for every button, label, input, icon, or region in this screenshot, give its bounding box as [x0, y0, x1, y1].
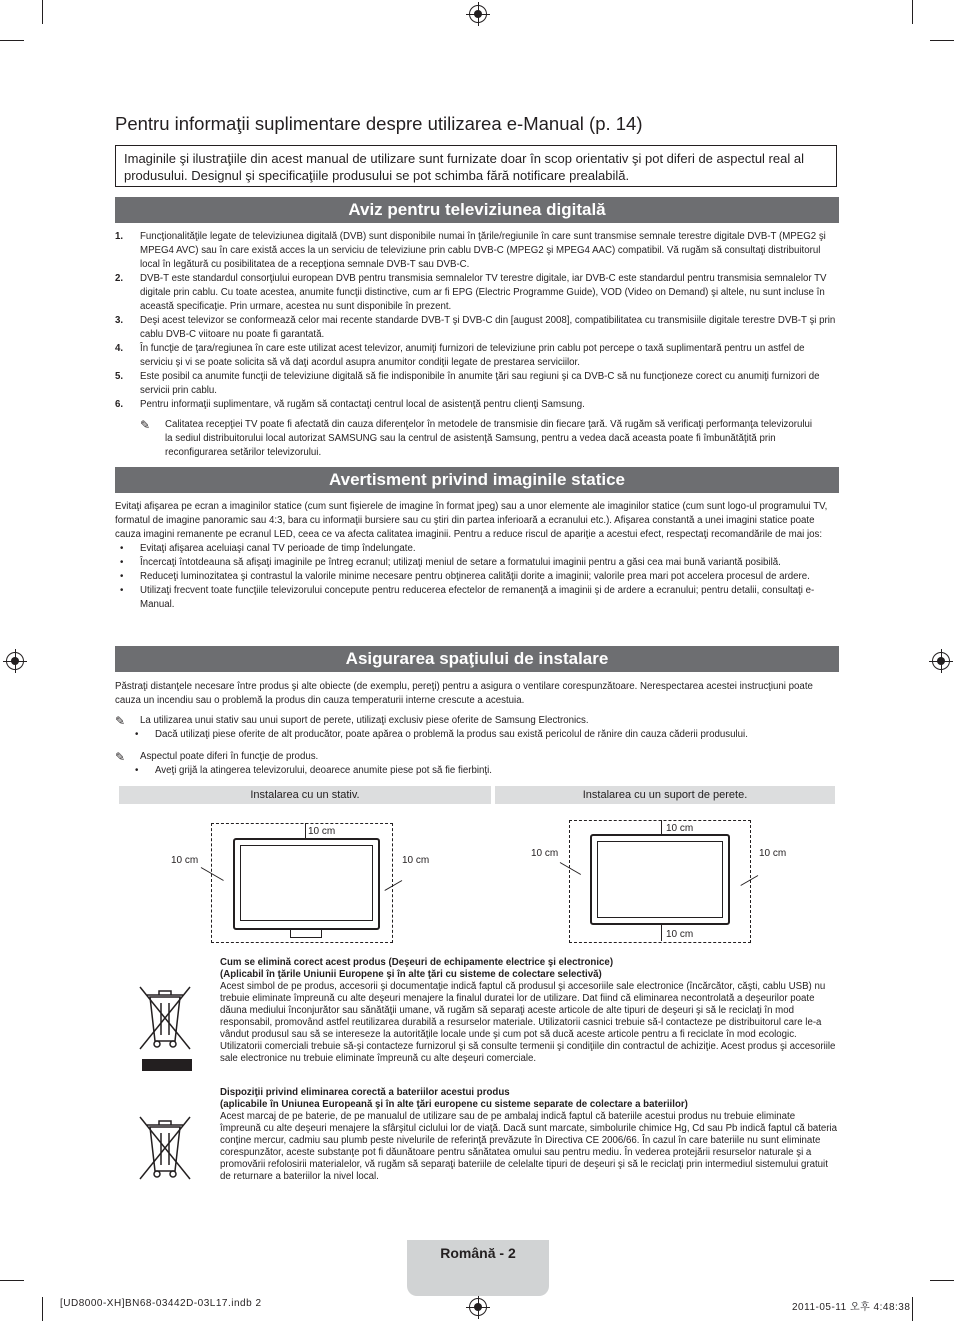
weee-bin-icon: [137, 983, 193, 1055]
registration-mark-icon: [932, 652, 950, 670]
section-heading-install: Asigurarea spaţiului de instalare: [115, 646, 839, 672]
tv-outline: [590, 834, 730, 925]
static-warning-body: Evitaţi afişarea pe ecran a imaginilor statice (cum sunt fişierele de imagine în format jpeg) sau a unor elemente ale imaginilor statice (cum sunt logo-ul programului TV, formatul de imagine panoramic sau 4:3, bara cu informaţii bursiere sau cu ştiri din partea inferioară a ecranului etc.). Afişarea constantă a unei imagini statice poate cauza imagini remanente pe ecranul LED, ceea ce va afecta calitatea imaginii. Pentru a reduce riscul de apariţie a acestui efect, respectaţi recomandările de mai jos: • Evitaţi afişarea aceluiaşi canal TV perioade de timp îndelungate. • Încercaţi întotdeauna să afişaţi imaginile pe întreg ecranul; utilizaţi meniul de setare a formatului imaginii pentru a găsi cea mai bună variantă posibilă. • Reduceţi luminozitatea şi contrastul la valorile minime necesare pentru obţinerea calităţii dorite a imaginii; valorile prea mari pot accelera procesul de ardere. • Utilizaţi frecvent toate funcţiile televizorului concepute pentru reducerea efectelor de remanenţă a imaginii şi de ardere a ecranului; pentru detalii, consultaţi e-Manual.: [115, 500, 837, 612]
memo-pencil-icon: ✎: [140, 418, 151, 432]
battery-bin-icon: [137, 1113, 193, 1185]
clearance-top-label: 10 cm: [308, 826, 336, 837]
crop-mark: [0, 40, 24, 41]
clearance-left-label: 10 cm: [531, 848, 559, 859]
memo-pencil-icon: ✎: [115, 714, 126, 728]
tv-outline: [233, 838, 380, 930]
digital-memo: ✎ Calitatea recepţiei TV poate fi afectată din cauza diferenţelor în metodele de transmisie din fiecare ţară. Vă rugăm să verificaţi performanţa televizorului la sediul distribuitorului local autorizat SAMSUNG sau la centrul de asistenţă Samsung, pentru a vedea dacă aceasta poate fi îmbunătăţită prin reconfigurarea setărilor televizorului.: [140, 418, 813, 458]
page-title: Pentru informaţii suplimentare despre utilizarea e-Manual (p. 14): [115, 113, 643, 134]
weee-disposal-block: Cum se elimină corect acest produs (Deşeuri de echipamente electrice şi electronice) (Aplicabil în ţările Uniunii Europene şi în alte ţări cu sisteme de colectare selectivă) Acest simbol de pe produs, accesorii şi documentaţie indică faptul că produsul şi accesoriile sale electronice (încărcător, căşti, cablu USB) nu trebuie eliminate împreună cu alte deşeuri menajere la finalul duratei lor de utilizare. Dat fiind că eliminarea necontrolată a deşeurilor poate dăuna mediului înconjurător sau sănătăţii umane, vă rugăm să separaţi aceste articole de alte tipuri de deşeuri şi să le reciclaţi în mod responsabil, promovând astfel reutilizarea durabilă a resurselor materiale. Utilizatorii casnici trebuie să-l contacteze pe distribuitorul care le-a vândut produsul sau să se intereseze la autorităţile locale unde şi cum pot să ducă aceste articole pentru a fi reciclate în mod ecologic. Utilizatorii comerciali trebuie să-şi contacteze furnizorul şi să consulte termenii şi condiţiile din contractul de achiziţie. Acest produs şi accesoriile sale electronice nu trebuie eliminate împreună cu alte deşeuri comerciale.: [220, 957, 836, 1064]
install-memo-1: ✎ La utilizarea unui stativ sau unui suport de perete, utilizaţi exclusiv piese oferite de Samsung Electronics. • Dacă utilizaţi piese oferite de alt producător, poate apărea o problemă la produs sau există pericolul de rănire din cauza căderii produsului.: [115, 714, 837, 742]
section-heading-static: Avertisment privind imaginile statice: [115, 467, 839, 493]
page-number: Română - 2: [440, 1245, 516, 1261]
list-item: 3. Deşi acest televizor se conformează celor mai recente standarde DVB-T şi DVB-C din [august 2008], compatibilitatea cu transmisiile digitale terestre DVB-T şi prin cablu DVB-C viitoare nu poate fi garantată.: [115, 315, 836, 340]
list-item: 5. Este posibil ca anumite funcţii de televiziune digitală să fie indisponibile în anumite ţări sau regiuni şi ca DVB-C să nu funcţioneze corect cu anumiţi furnizori de servicii prin cablu.: [115, 371, 820, 396]
clearance-top-label: 10 cm: [666, 823, 694, 834]
crop-mark: [42, 1297, 43, 1321]
list-item: • Încercaţi întotdeauna să afişaţi imaginile pe întreg ecranul; utilizaţi meniul de setare a formatului imaginii pentru a găsi cea mai bună variantă posibilă.: [115, 556, 837, 570]
dimension-line: [661, 925, 662, 941]
print-slug-right: 2011-05-11 오후 4:48:38: [792, 1302, 911, 1313]
notice-box: Imaginile şi ilustraţiile din acest manual de utilizare sunt furnizate doar în scop orientativ şi pot diferi de aspectul real al produsului. Designul şi specificaţiile produsului se pot schimba fără notificare prealabilă.: [115, 145, 837, 187]
tv-screen: [597, 841, 723, 918]
crop-mark: [930, 40, 954, 41]
tv-stand: [290, 930, 322, 938]
list-item: • Aveţi grijă la atingerea televizorului, deoarece anumite piese pot să fie fierbinţi.: [130, 764, 837, 778]
registration-mark-icon: [469, 5, 487, 23]
battery-disposal-block: Dispoziţii privind eliminarea corectă a bateriilor acestui produs (aplicabile în Uniunea Europeană şi în alte ţări europene cu sisteme separate de colectare a bateriilor) Acest marcaj de pe baterie, de pe manualul de utilizare sau de pe ambalaj indică faptul că bateriile acestui produs nu trebuie eliminate împreună cu alte deşeuri menajere la sfârşitul ciclului lor de viaţă. Dacă sunt marcate, simbolurile chimice Hg, Cd sau Pb indică faptul că bateria conţine mercur, cadmiu sau plumb peste nivelurile de referinţă prevăzute în Directiva CE 2006/66. În cazul în care bateriile nu sunt eliminate corespunzător, aceste substanţe pot fi dăunătoare pentru sănătatea omului sau pentru mediu. În vederea protejării resurselor naturale şi a promovării refolosirii materialelor, vă rugăm să separaţi bateriile de celelalte tipuri de deşeuri şi să le reciclaţi prin intermediul sistemului gratuit de returnare a bateriilor la nivel local.: [220, 1087, 838, 1182]
list-item: • Utilizaţi frecvent toate funcţiile televizorului concepute pentru reducerea efectelor de remanenţă a imaginii şi de ardere a ecranului; pentru detalii, consultaţi e-Manual.: [115, 584, 837, 612]
stand-install-caption: Instalarea cu un stativ.: [119, 786, 491, 804]
tv-screen: [240, 845, 373, 921]
print-slug-left: [UD8000-XH]BN68-03442D-03L17.indb 2: [60, 1298, 262, 1309]
crop-mark: [912, 1297, 913, 1321]
crop-mark: [0, 1280, 24, 1281]
clearance-bottom-label: 10 cm: [666, 929, 694, 940]
clearance-right-label: 10 cm: [402, 855, 430, 866]
crop-mark: [42, 0, 43, 24]
list-item: • Evitaţi afişarea aceluiaşi canal TV perioade de timp îndelungate.: [115, 542, 837, 556]
clearance-right-label: 10 cm: [759, 848, 787, 859]
dimension-line: [305, 823, 306, 838]
memo-pencil-icon: ✎: [115, 750, 126, 764]
list-item: • Reduceţi luminozitatea şi contrastul la valorile minime necesare pentru obţinerea calităţii dorite a imaginii; valorile prea mari pot accelera procesul de ardere.: [115, 570, 837, 584]
install-memo-2: ✎ Aspectul poate diferi în funcţie de produs. • Aveţi grijă la atingerea televizorului, deoarece anumite piese pot să fie fierbinţi.: [115, 750, 837, 778]
clearance-left-label: 10 cm: [171, 855, 199, 866]
section-heading-digital: Aviz pentru televiziunea digitală: [115, 197, 839, 223]
registration-mark-icon: [6, 652, 24, 670]
crop-mark: [930, 1280, 954, 1281]
install-intro: Păstraţi distanţele necesare între produs şi alte obiecte (de exemplu, pereţi) pentru a asigura o ventilare corespunzătoare. Nerespectarea acestei instrucţiuni poate cauza un incendiu sau o problemă la produs din cauza temperaturii interne crescute a acestuia.: [115, 681, 813, 706]
weee-bar-mark: [142, 1059, 192, 1071]
dimension-line: [661, 820, 662, 834]
list-item: 4. În funcţie de ţara/regiunea în care este utilizat acest televizor, anumiţi furnizori de televiziune prin cablu pot percepe o taxă suplimentară pentru un astfel de serviciu şi vi se poate solicita să vă daţi acordul asupra anumitor condiţii legate de prestarea serviciilor.: [115, 343, 805, 368]
wall-install-caption: Instalarea cu un suport de perete.: [495, 786, 835, 804]
list-item: • Dacă utilizaţi piese oferite de alt producător, poate apărea o problemă la produs sau există pericolul de rănire din cauza căderii produsului.: [130, 728, 837, 742]
registration-mark-icon: [469, 1298, 487, 1316]
list-item: 2. DVB-T este standardul consorţiului european DVB pentru transmisia semnalelor TV terestre digitale, iar DVB-C este standardul pentru transmisia semnalelor TV digitale prin cablu. Cu toate acestea, anumite funcţii distinctive, cum ar fi EPG (Electric Programme Guide), VOD (Video on Demand) şi altele, nu sunt incluse în această specificaţie. Prin urmare, acestea nu sunt disponibile în prezent.: [115, 273, 827, 312]
list-item: 6. Pentru informaţii suplimentare, vă rugăm să contactaţi centrul local de asistenţă pentru clienţi Samsung.: [115, 399, 585, 410]
list-item: 1. Funcţionalităţile legate de televiziunea digitală (DVB) sunt disponibile numai în ţările/regiunile în care sunt transmise semnale terestre digitale DVB-T (MPEG2 şi MPEG4 AVC) sau în care există acces la un serviciu de televiziune prin cablu DVB-C (MPEG2 şi MPEG4 AAC) compatibil. Vă rugăm să consultaţi distribuitorul local în legătură cu posibilitatea de a recepţiona semnale DVB-T sau DVB-C.: [115, 231, 826, 270]
digital-notice-list: [115, 230, 837, 412]
crop-mark: [912, 0, 913, 24]
